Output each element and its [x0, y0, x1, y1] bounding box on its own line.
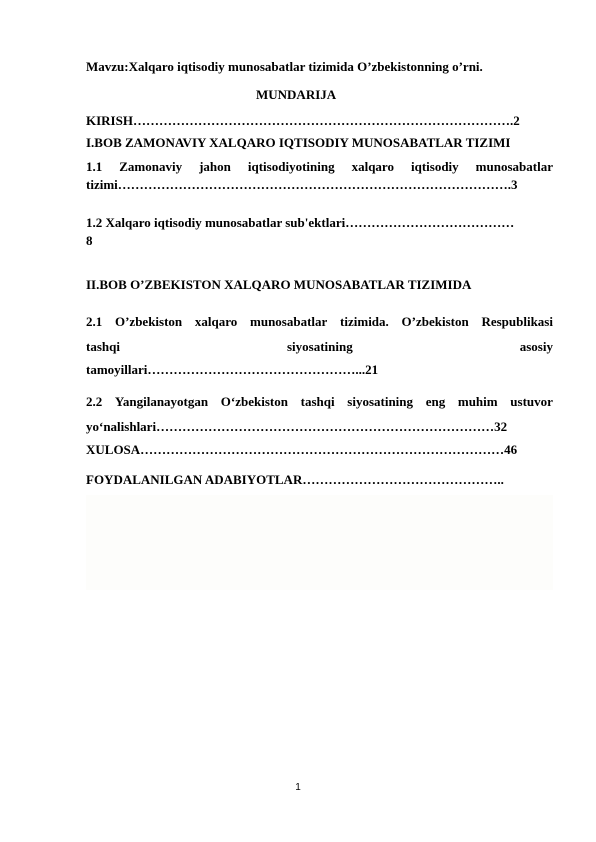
- toc-word: jahon: [199, 159, 231, 174]
- page-number: 1: [295, 782, 301, 793]
- toc-word: xalqaro: [194, 314, 238, 329]
- toc-section-2-2-end: yo‘nalishlari……………………………………………………………………32: [86, 419, 508, 434]
- toc-word: O’zbekiston: [114, 314, 183, 329]
- toc-word: tashqi: [300, 394, 335, 409]
- toc-adabiyotlar: FOYDALANILGAN ADABIYOTLAR………………………………………..: [86, 472, 504, 487]
- toc-word: muhim: [457, 394, 498, 409]
- toc-word: Yangilanayotgan: [114, 394, 209, 409]
- toc-word: siyosatining: [347, 394, 414, 409]
- toc-word: O’zbekiston: [401, 314, 469, 329]
- toc-word: 1.1: [86, 159, 103, 174]
- toc-section-1-1-end: tizimi……………………………………………………………………………….3: [86, 177, 518, 192]
- toc-section-2-2: [86, 394, 553, 410]
- toc-chapter-1: I.BOB ZAMONAVIY XALQARO IQTISODIY MUNOSABATLAR TIZIMI: [86, 135, 511, 150]
- toc-word: tashqi: [86, 339, 120, 354]
- toc-kirish: KIRISH…………………………………………………………………………….2: [86, 113, 520, 128]
- toc-word: ustuvor: [510, 394, 553, 409]
- toc-section-2-1-cont: [86, 339, 553, 355]
- toc-word: iqtisodiyotining: [247, 159, 335, 174]
- toc-section-2-1: [86, 314, 553, 330]
- toc-word: tizimida.: [340, 314, 389, 329]
- toc-word: O‘zbekiston: [220, 394, 288, 409]
- toc-word: asosiy: [519, 339, 553, 354]
- toc-word: 2.1: [86, 314, 103, 329]
- toc-word: munosabatlar: [250, 314, 328, 329]
- contents-heading: MUNDARIJA: [256, 87, 337, 102]
- toc-section-2-1-end: tamoyillari…………………………………………...21: [86, 362, 379, 377]
- topic-line: Mavzu:Xalqaro iqtisodiy munosabatlar tizimida O’zbekistonning o’rni.: [86, 59, 483, 74]
- toc-word: munosabatlar: [475, 159, 553, 174]
- toc-word: 2.2: [86, 394, 103, 409]
- toc-word: Respublikasi: [481, 314, 553, 329]
- toc-word: Zamonaviy: [119, 159, 183, 174]
- toc-chapter-2: II.BOB O’ZBEKISTON XALQARO MUNOSABATLAR TIZIMIDA: [86, 277, 472, 292]
- toc-xulosa: XULOSA…………………………………………………………………………46: [86, 442, 518, 457]
- toc-section-1-2-page: 8: [86, 233, 93, 248]
- toc-word: xalqaro: [351, 159, 394, 174]
- empty-area: [86, 495, 553, 590]
- toc-section-1-1: [86, 159, 553, 175]
- toc-word: iqtisodiy: [410, 159, 459, 174]
- toc-word: eng: [425, 394, 446, 409]
- toc-word: siyosatining: [286, 339, 353, 354]
- toc-section-1-2: 1.2 Xalqaro iqtisodiy munosabatlar sub'ektlari…………………………………: [86, 215, 515, 230]
